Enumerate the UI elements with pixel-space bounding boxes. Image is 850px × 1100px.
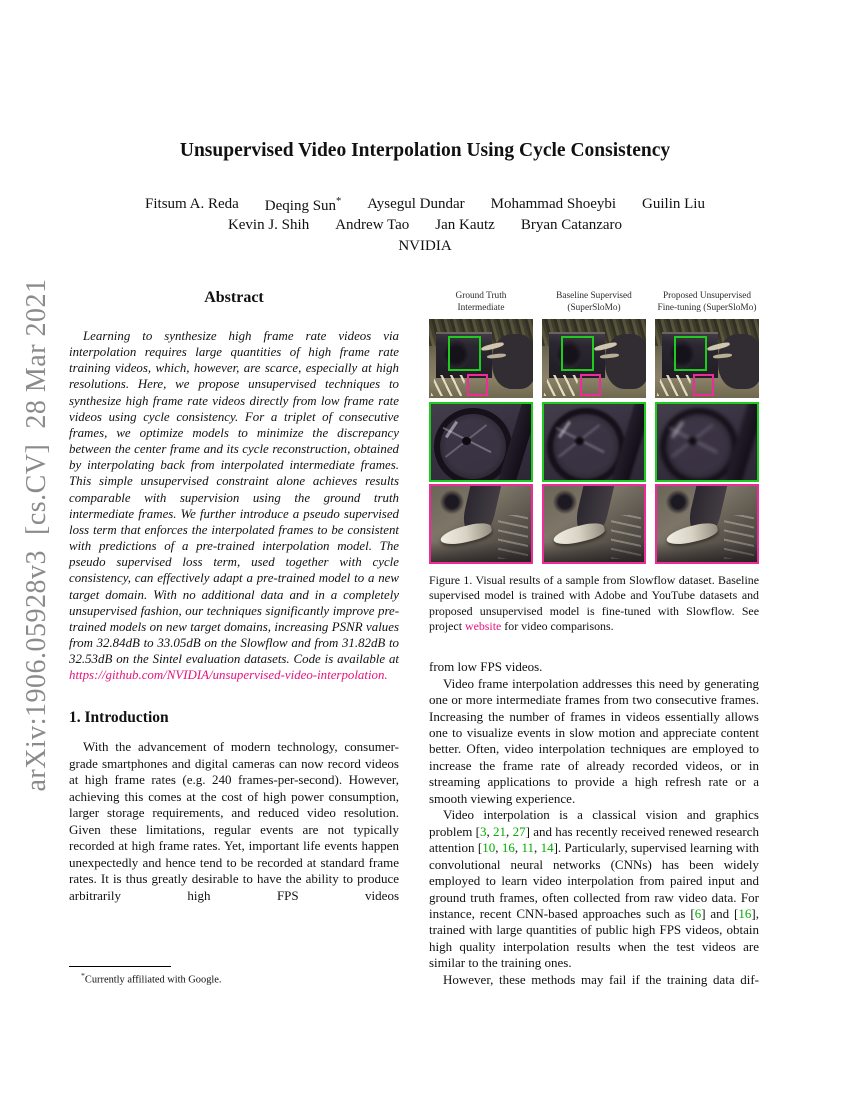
fig1-proposed-wheel-crop [655,402,759,482]
affiliation: NVIDIA [398,238,452,254]
text-segment: , [486,823,494,839]
fig1-baseline-wheel-crop [542,402,646,482]
author-name: Mohammad Shoeybi [490,196,617,212]
wheel-crop-content [544,404,644,480]
footnote-rule [69,966,171,967]
text-segment: ] and [ [701,905,739,921]
text-segment: ] and has recently received renewed research attention [ [429,823,760,856]
author-name-text: Deqing Sun [264,198,337,214]
intro-paragraph-2: Video frame interpolation addresses this need by generating one or more intermediate frames from two consecutive frames. Increasing the number of frames in videos essentially allows one to visualize events in slow motion and appreciate content better. Often, video interpolation techniques are employed to increase the frame rate of already recorded videos, or in streaming applications to provide a high refresh rate or a smooth viewing experience. [429,675,759,806]
citation-link[interactable]: 27 [512,823,526,839]
author-line-1 [0,196,850,215]
figure1-header-groundtruth [429,291,533,314]
right-column-text [429,659,759,988]
citation-link[interactable]: 3 [479,823,487,839]
figure1-header-baseline [542,291,646,314]
wheel-hub [575,437,584,445]
fig1-baseline-full-image [542,319,646,398]
roi-box-magenta [693,374,714,395]
footnote-block [69,966,399,985]
fig1-groundtruth-shoe-crop [429,484,533,564]
intro-paragraph-1: With the advancement of modern technology, consumer-grade smartphones and digital cameras can now record videos at high frame rates (e.g. 240 frames-per-second). However, achieving this comes at the cost of high power consumption, larger storage requirements, and reduced video resolution. Given these limitations, regular events are not typically recorded at high frame rates. Yet, important life events happen unexpectedly and hence tend to be recorded at standard frame rates. It is thus greatly desirable to have the ability to produce arbitrarily high FPS videos [69,739,399,903]
text-segment: Video interpolation is a classical vision and graphics problem [ [429,807,759,839]
scene-light-streaks [431,375,467,396]
citation-link[interactable]: 14 [540,840,554,856]
text-segment: Learning to synthesize high frame rate videos via interpolation requires large quantities of high frame rate training videos, which, however, are scarce, especially at high resolutions. Here, we propose unsupervised techniques to synthesize high frame rate videos directly from low frame rate videos using cycle consistency. For a triplet of consecutive frames, we optimize models to minimize the discrepancy between the center frame and its cycle reconstruction, obtained by interpolating back from interpolated intermediate frames. This simple unsupervised constraint alone achieves results comparable with supervision using the ground truth intermediate frames. We further introduce a pseudo supervised loss term that enforces the interpolated frames to be consistent with predictions of a pre-trained interpolation model. The pseudo supervised loss term, used together with cycle consistency, can effectively adapt a pre-trained model to a new target domain. With no additional data and in a completely unsupervised fashion, our techniques significantly improve pre-trained models on new target domains, increasing PSNR values from 32.84dB to 33.05dB on the Slowflow and from 31.82dB to 32.53dB on the Sintel evaluation datasets. Code is available at [69,329,399,667]
shoe-crop-gear [663,489,693,515]
fig1-groundtruth-full-image [429,319,533,398]
figure1-column-headers [429,291,759,314]
roi-box-green [448,336,481,372]
text-segment: Figure 1. Visual results of a sample from Slowflow dataset. Baseline supervised model is trained with Adobe and YouTube datasets and proposed unsupervised model is fine-tuned with Slowflow. See project [429,573,759,633]
author-name: Bryan Catanzaro [520,217,623,233]
figure1-row-shoe-crops [429,484,759,564]
section-heading-introduction: 1. Introduction [69,709,169,727]
footnote-body: Currently affiliated with Google. [84,974,222,986]
shoe-crop-gear [437,489,467,515]
header-line: Intermediate [457,302,505,313]
citation-link[interactable]: 16 [501,840,515,856]
arxiv-watermark: arXiv:1906.05928v3 [cs.CV] 28 Mar 2021 [21,278,52,792]
figure1-header-proposed [655,291,759,314]
inline-link[interactable]: website [465,618,502,633]
author-line-2 [0,217,850,234]
intro-paragraph-1-continued: from low FPS videos. [429,659,543,675]
fig1-baseline-shoe-crop [542,484,646,564]
text-segment: , [495,840,502,856]
text-segment: for video comparisons. [501,618,614,633]
header-line: (SuperSloMo) [567,302,621,313]
author-name [265,196,342,215]
right-column [429,291,759,988]
shoe-crop-shadow [431,542,531,562]
citation-link[interactable]: 10 [482,840,496,856]
inline-link[interactable]: https://github.com/NVIDIA/unsupervised-video-interpolation. [69,668,388,683]
wheel-crop-content [431,404,531,480]
roi-box-green [561,336,594,372]
roi-box-magenta [467,374,488,395]
paper-title: Unsupervised Video Interpolation Using Cycle Consistency [179,140,671,161]
figure1-row-full-frames [429,319,759,398]
author-name: Fitsum A. Reda [145,196,239,212]
intro-paragraph-3 [429,807,759,972]
fig1-groundtruth-wheel-crop [429,402,533,482]
header-line: Proposed Unsupervised [662,291,752,301]
citation-link[interactable]: 16 [738,905,752,921]
scene-light-streaks [657,375,693,396]
author-note-symbol: * [336,196,342,207]
wheel-hub [462,437,471,445]
text-segment: ]. Particularly, supervised learning with convolutional neural networks (CNNs) has been widely employed to learn video interpolation from paired input and ground truth frames, often collected from raw video data. For instance, recent CNN-based approaches such as [ [429,840,760,921]
shoe-crop-shadow [657,542,757,562]
author-name: Jan Kautz [435,217,495,233]
wheel-crop-content [657,404,757,480]
author-name: Kevin J. Shih [227,217,310,233]
text-segment: , [506,823,513,839]
abstract-heading: Abstract [204,289,264,306]
roi-box-green [674,336,707,372]
citation-link[interactable]: 6 [694,905,702,921]
text-segment: , [514,840,522,856]
intro-paragraph-4: However, these methods may fail if the training data dif- [443,971,759,987]
shoe-crop-shadow [544,542,644,562]
fig1-proposed-shoe-crop [655,484,759,564]
figure1-caption [429,573,759,634]
author-name: Guilin Liu [642,196,705,212]
fig1-proposed-full-image [655,319,759,398]
footnote-symbol: * [81,971,85,980]
author-name: Andrew Tao [335,217,410,233]
left-column [69,289,399,904]
figure1-row-wheel-crops [429,402,759,482]
shoe-crop-gear [550,489,580,515]
wheel-hub [688,437,697,445]
header-line: Ground Truth [455,291,507,301]
header-line: Fine-tuning (SuperSloMo) [657,302,757,313]
abstract-text [69,328,399,683]
scene-light-streaks [544,375,580,396]
roi-box-magenta [580,374,601,395]
citation-link[interactable]: 11 [521,840,534,856]
header-line: Baseline Supervised [556,291,632,301]
citation-link[interactable]: 21 [493,823,507,839]
text-segment: ], trained with large quantities of public high FPS videos, obtain high quality interpolation results when the test videos are similar to the training ones. [429,905,759,971]
footnote-text [69,971,399,985]
text-segment: , [533,840,541,856]
author-name: Aysegul Dundar [367,196,465,212]
